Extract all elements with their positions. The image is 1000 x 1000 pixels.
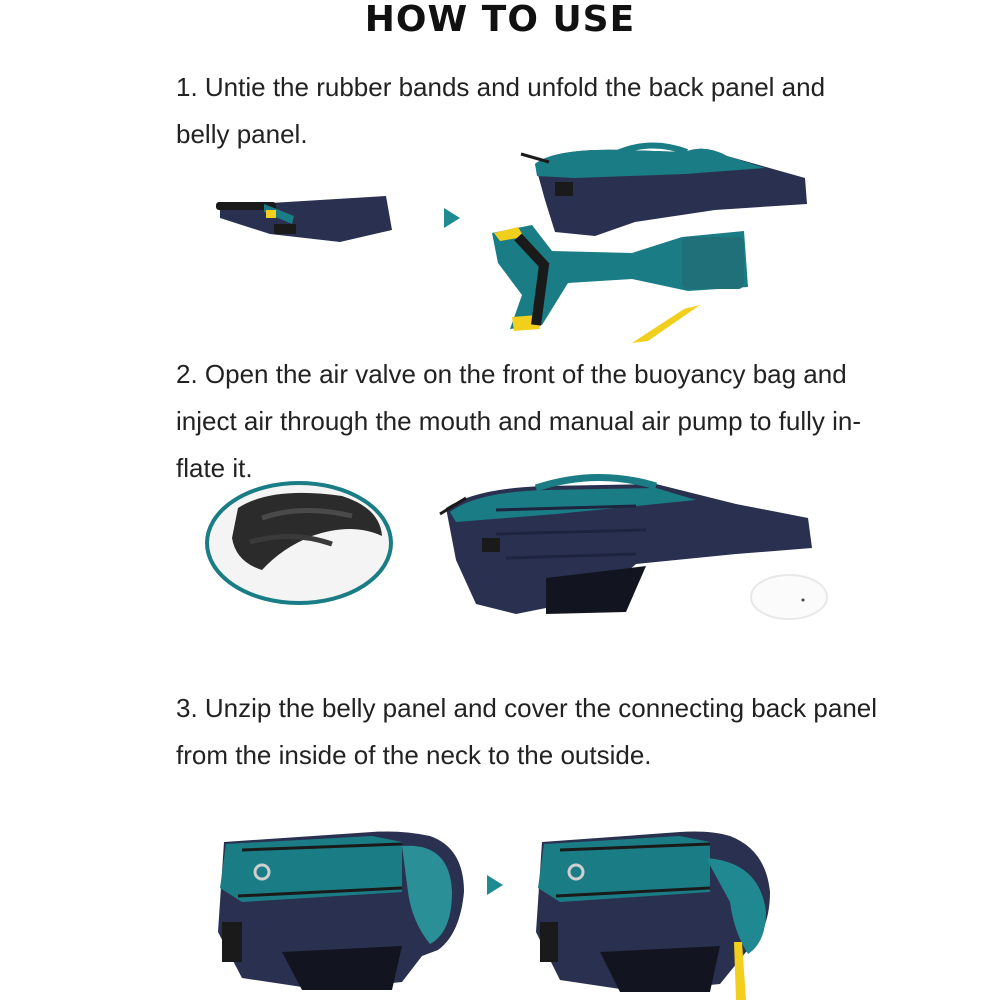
- arrow-right-icon-2: [487, 875, 503, 895]
- step-3-text: [176, 685, 936, 779]
- folded-vest-image: [210, 190, 400, 250]
- step-2-line-2: inject air through the mouth and manual air pump to fully in-: [176, 406, 862, 436]
- page-title: HOW TO USE: [364, 0, 636, 40]
- arrow-right-icon: [444, 208, 460, 228]
- step-3-line-1: 3. Unzip the belly panel and cover the connecting back panel: [176, 693, 878, 723]
- air-valve-icon: [748, 572, 830, 622]
- vest-unzipped-image: [202, 822, 482, 992]
- air-bladder-closeup-image: [202, 478, 397, 608]
- step-3-line-2: from the inside of the neck to the outside.: [176, 740, 652, 770]
- step-2-line-3: flate it.: [176, 453, 253, 483]
- step-2-line-1: 2. Open the air valve on the front of the buoyancy bag and: [176, 359, 847, 389]
- step-1-line-1: 1. Untie the rubber bands and unfold the back panel and: [176, 72, 826, 102]
- belly-panel-image: [482, 225, 772, 345]
- step-1-line-2: belly panel.: [176, 119, 308, 149]
- vest-covered-image: [520, 822, 780, 1000]
